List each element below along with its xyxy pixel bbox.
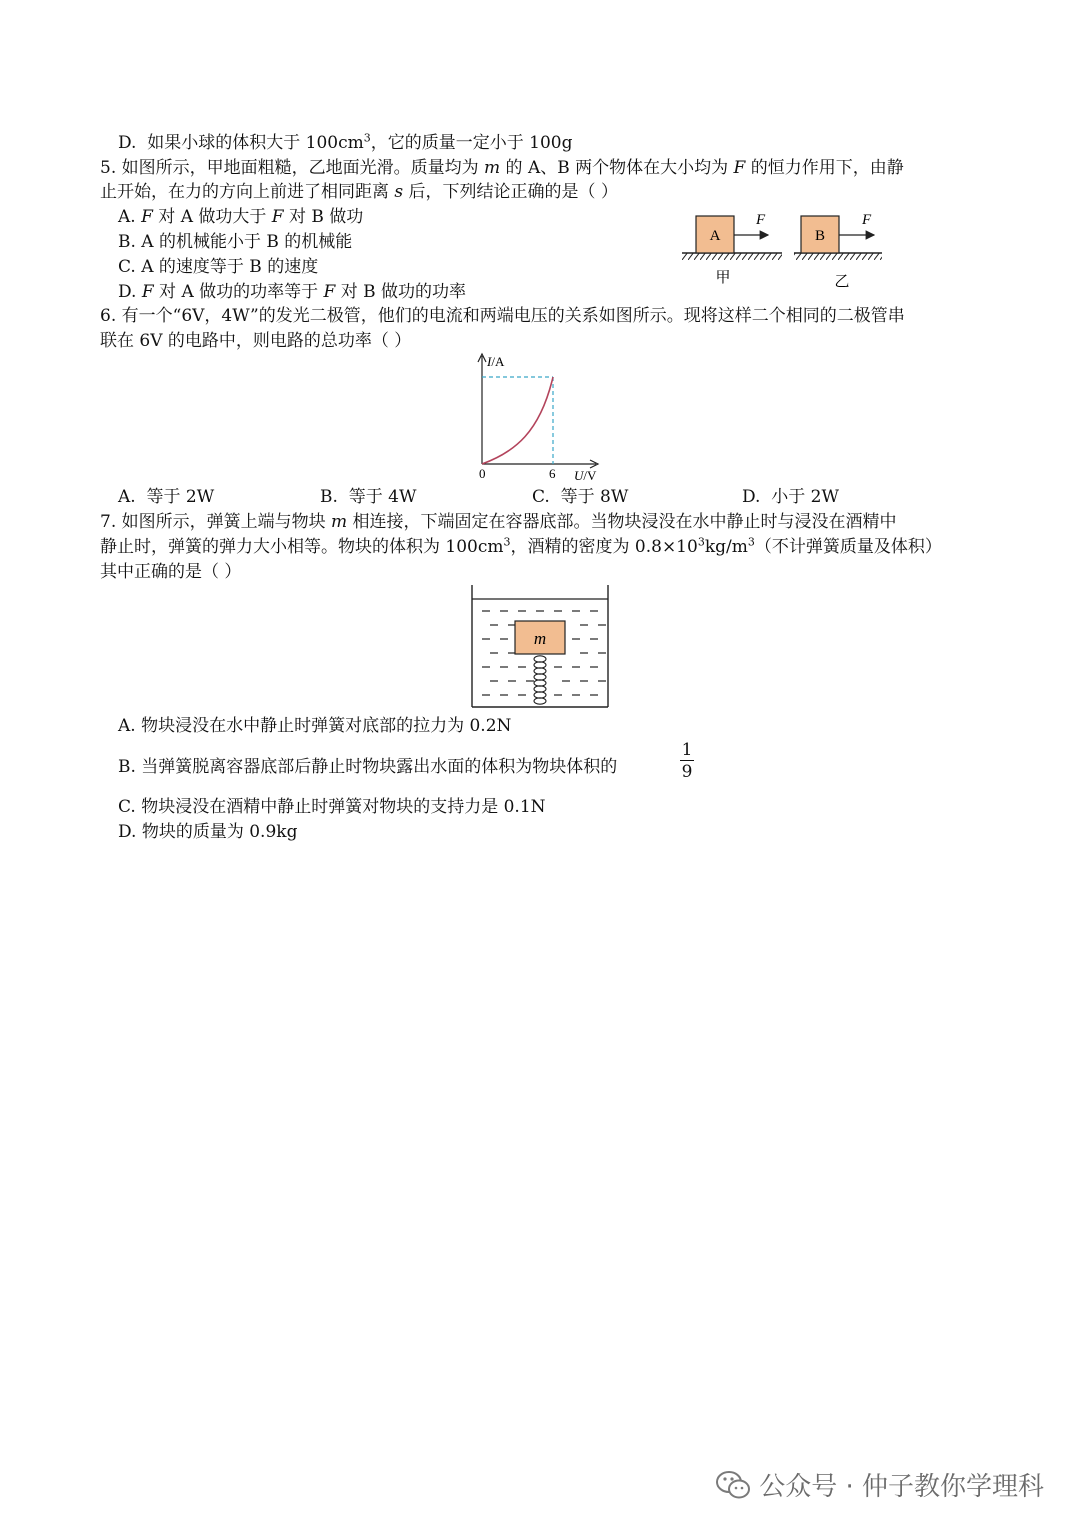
q7-stem-line1: 7. 如图所示，弹簧上端与物块 m 相连接，下端固定在容器底部。当物块浸没在水中静止时与浸没在酒精中	[100, 512, 897, 532]
q7-stem-line3: 其中正确的是（ ）	[100, 562, 242, 582]
x-tick-6: 6	[549, 466, 556, 481]
q6-option-a: A. 等于 2W	[118, 487, 215, 507]
q7-container-figure	[468, 583, 612, 711]
block-a-label: A	[709, 228, 721, 244]
force-label-b: F	[862, 212, 872, 228]
q5-stem-line1: 5. 如图所示，甲地面粗糙，乙地面光滑。质量均为 m 的 A、B 两个物体在大小均为 F 的恒力作用下，由静	[100, 158, 904, 178]
label-jia: 甲	[715, 268, 731, 286]
spring-coil	[534, 698, 546, 704]
option-letter: D.	[118, 133, 137, 153]
ground-rough	[682, 253, 782, 260]
q7-stem-line2: 静止时，弹簧的弹力大小相等。物块的体积为 $100cm^3$，酒精的密度为 $0.8\times 10^3kg/m^3$（不计弹簧质量及体积）	[100, 535, 942, 557]
q6-option-d: D. 小于 2W	[742, 487, 839, 507]
fraction-one-ninth: 1 9	[681, 740, 693, 782]
y-axis-label: I/A	[487, 354, 505, 369]
q7-option-d: D. 物块的质量为 0.9kg	[118, 822, 298, 842]
watermark	[715, 1466, 1044, 1503]
force-label-a: F	[756, 212, 766, 228]
q5-stem-line2: 止开始，在力的方向上前进了相同距离 s 后，下列结论正确的是（ ）	[100, 182, 618, 202]
q5-option-b: B. A 的机械能小于 B 的机械能	[118, 232, 353, 252]
watermark-text: 公众号 · 仲子教你学理科	[759, 1472, 1044, 1502]
spring-coil	[534, 656, 546, 662]
q5-option-c: C. A 的速度等于 B 的速度	[118, 257, 319, 277]
origin-label: 0	[479, 466, 486, 481]
spring-coil	[534, 662, 546, 668]
spring	[534, 656, 546, 704]
q6-option-b: B. 等于 4W	[320, 487, 417, 507]
spring-coil	[534, 668, 546, 674]
q5-blocks-figure	[676, 204, 891, 290]
q6-option-c: C. 等于 8W	[532, 487, 629, 507]
label-yi: 乙	[834, 272, 850, 290]
iv-curve	[482, 377, 553, 464]
ground-smooth	[794, 253, 882, 260]
q7-option-c: C. 物块浸没在酒精中静止时弹簧对物块的支持力是 0.1N	[118, 797, 546, 817]
spring-coil	[534, 692, 546, 698]
q7-option-a: A. 物块浸没在水中静止时弹簧对底部的拉力为 0.2N	[118, 716, 512, 736]
wechat-icon	[715, 1469, 751, 1501]
spring-coil	[534, 680, 546, 686]
block-b-label: B	[814, 228, 826, 244]
q5-option-a: A. F 对 A 做功大于 F 对 B 做功	[118, 207, 364, 227]
spring-coil	[534, 686, 546, 692]
x-axis-label: U/V	[574, 468, 597, 483]
q7-option-b: B. 当弹簧脱离容器底部后静止时物块露出水面的体积为物块体积的	[118, 757, 618, 777]
q4-option-d: D. 如果小球的体积大于 $100cm^3$，它的质量一定小于 100g	[118, 131, 573, 153]
block-m-label: m	[533, 629, 547, 648]
spring-coil	[534, 674, 546, 680]
q6-iv-graph	[470, 352, 610, 487]
q5-option-d: D. F 对 A 做功的功率等于 F 对 B 做功的功率	[118, 282, 467, 302]
q6-stem-line1: 6. 有一个“6V，4W”的发光二极管，他们的电流和两端电压的关系如图所示。现将这样二个相同的二极管串	[100, 306, 905, 326]
q6-stem-line2: 联在 6V 的电路中，则电路的总功率（ ）	[100, 331, 412, 351]
